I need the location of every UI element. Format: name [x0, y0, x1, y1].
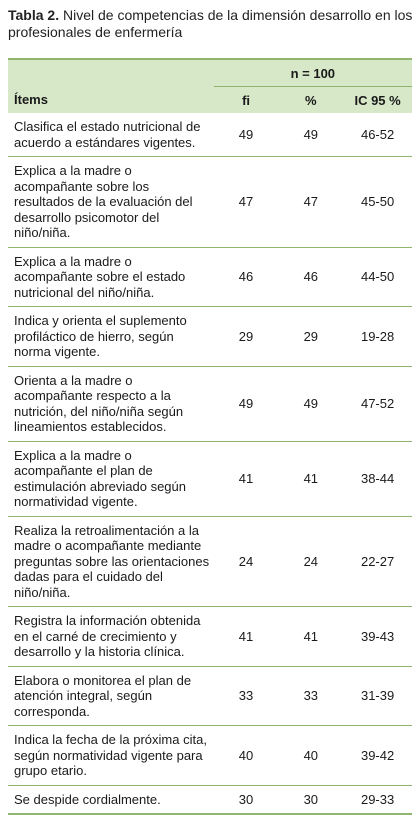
row-ci-value: 19-28	[343, 307, 412, 367]
row-percent-value: 30	[278, 785, 343, 814]
row-fi-value: 30	[214, 785, 279, 814]
table-row	[8, 666, 412, 726]
row-item-text: Se despide cordialmente.	[8, 785, 214, 814]
table-caption-text: Nivel de competencias de la dimensión desarrollo en los profesionales de enfermería	[8, 7, 413, 40]
row-item-text: Realiza la retroalimentación a la madre o acompañante mediante preguntas sobre las orientaciones dadas para el cuidado del niño/niña.	[8, 516, 214, 607]
row-ci-value: 45-50	[343, 157, 412, 248]
row-item-text: Indica la fecha de la próxima cita, según normatividad vigente para grupo etario.	[8, 726, 214, 786]
table-row	[8, 157, 412, 248]
row-ci-value: 47-52	[343, 366, 412, 441]
header-spacer	[8, 59, 214, 87]
sample-size-header: n = 100	[214, 59, 412, 87]
row-percent-value: 46	[278, 247, 343, 307]
row-fi-value: 46	[214, 247, 279, 307]
row-item-text: Clasifica el estado nutricional de acuerdo a estándares vigentes.	[8, 113, 214, 157]
row-ci-value: 39-42	[343, 726, 412, 786]
row-percent-value: 24	[278, 516, 343, 607]
row-percent-value: 47	[278, 157, 343, 248]
row-item-text: Explica a la madre o acompañante sobre el estado nutricional del niño/niña.	[8, 247, 214, 307]
row-ci-value: 39-43	[343, 607, 412, 667]
row-fi-value: 33	[214, 666, 279, 726]
row-ci-value: 22-27	[343, 516, 412, 607]
header-ci: IC 95 %	[354, 92, 401, 108]
row-percent-value: 41	[278, 441, 343, 516]
row-fi-value: 40	[214, 726, 279, 786]
row-fi-value: 49	[214, 366, 279, 441]
row-percent-value: 33	[278, 666, 343, 726]
table-body	[8, 113, 412, 814]
row-item-text: Elabora o monitorea el plan de atención integral, según corresponda.	[8, 666, 214, 726]
header-percent: %	[305, 92, 317, 108]
row-item-text: Registra la información obtenida en el carné de crecimiento y desarrollo y la historia clínica.	[8, 607, 214, 667]
row-fi-value: 47	[214, 157, 279, 248]
header-items: Ítems	[14, 92, 48, 108]
header-fi: fi	[242, 92, 251, 108]
row-percent-value: 41	[278, 607, 343, 667]
row-ci-value: 29-33	[343, 785, 412, 814]
row-fi-value: 41	[214, 607, 279, 667]
table-row	[8, 726, 412, 786]
row-percent-value: 49	[278, 366, 343, 441]
row-ci-value: 31-39	[343, 666, 412, 726]
table-row	[8, 441, 412, 516]
table-row	[8, 113, 412, 157]
row-fi-value: 29	[214, 307, 279, 367]
table-row	[8, 247, 412, 307]
row-fi-value: 49	[214, 113, 279, 157]
row-ci-value: 46-52	[343, 113, 412, 157]
table-group-header-row	[8, 59, 412, 87]
table-row	[8, 607, 412, 667]
table-caption	[8, 7, 416, 41]
row-item-text: Explica a la madre o acompañante sobre los resultados de la evaluación del desarrollo psicomotor del niño/niña.	[8, 157, 214, 248]
row-percent-value: 29	[278, 307, 343, 367]
table-header-row	[8, 87, 412, 114]
table-row	[8, 516, 412, 607]
row-item-text: Explica a la madre o acompañante el plan de estimulación abreviado según normatividad vigente.	[8, 441, 214, 516]
row-percent-value: 40	[278, 726, 343, 786]
table-row	[8, 366, 412, 441]
row-ci-value: 44-50	[343, 247, 412, 307]
row-fi-value: 41	[214, 441, 279, 516]
row-fi-value: 24	[214, 516, 279, 607]
competencies-table	[8, 58, 412, 815]
row-item-text: Indica y orienta el suplemento profiláctico de hierro, según norma vigente.	[8, 307, 214, 367]
table-caption-label: Tabla 2.	[8, 7, 60, 23]
table-row	[8, 785, 412, 814]
row-item-text: Orienta a la madre o acompañante respecto a la nutrición, del niño/niña según lineamientos establecidos.	[8, 366, 214, 441]
row-percent-value: 49	[278, 113, 343, 157]
row-ci-value: 38-44	[343, 441, 412, 516]
table-row	[8, 307, 412, 367]
